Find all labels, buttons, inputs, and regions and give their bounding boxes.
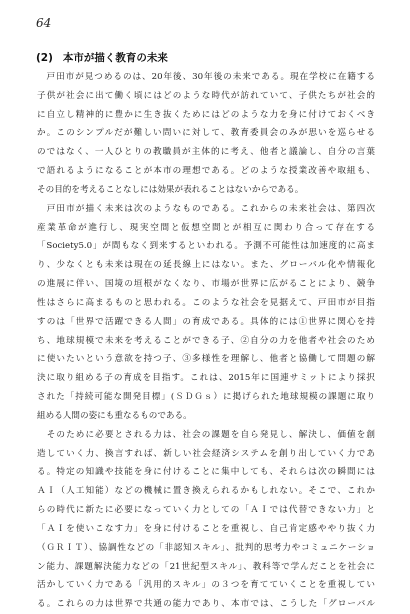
text-line: か。このシンプルだが難しい問いに対して、教育委員会のみが思いを巡らせる: [37, 128, 375, 139]
text-line: 組める人間の姿にも重なるものである。: [37, 410, 192, 421]
text-line: ン能力、課題解決能力などの「21世紀型スキル」、教科等で学んだことを社会に: [37, 561, 375, 572]
text-line: 子供が社会に出て働く頃にはどのような時代が訪れていて、子供たちが社会的: [37, 90, 375, 101]
text-line: る。これらの力は世界で共通の能力であり、本市では、こうした「グローバル: [37, 599, 375, 610]
text-line: る。特定の知識や技能を身に付けることに集中しても、それらは次の瞬間には: [37, 467, 375, 478]
section-heading: [36, 50, 168, 65]
text-line: に自立し精神的に豊かに生き抜くためにはどのような力を身に付けておくべき: [37, 109, 375, 120]
text-line: すのは「世界で活躍できる人間」の育成である。具体的には①世界に関心を持: [37, 316, 375, 327]
section-title: 本市が描く教育の未来: [62, 52, 168, 64]
paragraph: [37, 426, 375, 614]
text-line: に使いたいという意欲を持つ子、③多様性を理解し、他者と協働して問題の解: [37, 354, 375, 365]
text-line: ＡＩ（人工知能）などの機械に置き換えられるかもしれない。そこで、これか: [37, 486, 375, 497]
text-line: された「持続可能な開発目標」(ＳＤＧｓ）に掲げられた地球規模の課題に取り: [37, 392, 375, 403]
text-line: で語れるようになることが本市の理想である。どのような授業改善や取組も、: [37, 166, 375, 177]
text-line: 性はさらに高まるものと思われる。このような社会を見据えて、戸田市が目指: [37, 297, 375, 308]
text-line: り、少なくとも未来は現在の延長線上にはない。また、グローバル化や情報化: [37, 260, 375, 271]
text-line: 戸田市が見つめるのは、20年後、30年後の未来である。現在学校に在籍する: [37, 72, 375, 82]
text-line: の進展に伴い、国境の垣根がなくなり、市場が世界に広がることにより、競争: [37, 279, 375, 290]
body-text: [37, 68, 375, 614]
section-number: (2): [36, 52, 53, 64]
text-line: らの時代に新たに必要になっていく力としての「ＡＩでは代替できない力」と: [37, 505, 375, 516]
text-line: その目的を考えることなしには効果が表れることはないからである。: [37, 184, 304, 195]
text-line: そのために必要とされる力は、社会の課題を自ら発見し、解決し、価値を創: [37, 429, 375, 440]
text-line: 活かしていく力である「汎用的スキル」の３つを育てていくことを重視してい: [37, 580, 375, 591]
text-line: ち、地球規模で未来を考えることができる子、②自分の力を他者や社会のため: [37, 335, 375, 346]
text-line: 産業革命が進行し、現実空間と仮想空間とが相互に関わり合って存在する: [37, 222, 375, 233]
text-line: 決に取り組める子の育成を目指す。これは、2015年に国連サミットにより採択: [37, 373, 375, 384]
paragraph: [37, 68, 375, 200]
page-number: 64: [36, 16, 52, 30]
text-line: 戸田市が描く未来は次のようなものである。これからの未来社会は、第四次: [37, 203, 375, 214]
paragraph: [37, 200, 375, 426]
text-line: 「Society5.0」が間もなく到来するといわれる。予測不可能性は加速度的に高ま: [37, 241, 375, 252]
text-line: 「ＡＩを使いこなす力」を身に付けることを重視し、自己肯定感ややり抜く力: [37, 523, 375, 534]
text-line: のではなく、一人ひとりの教職員が主体的に考え、他者と議論し、自分の言葉: [37, 147, 375, 158]
text-line: （ＧＲＩＴ）、協調性などの「非認知スキル」、批判的思考力やコミュニケーショ: [37, 542, 375, 553]
text-line: 造していく力、換言すれば、新しい社会経済システムを創り出していく力であ: [37, 448, 375, 459]
